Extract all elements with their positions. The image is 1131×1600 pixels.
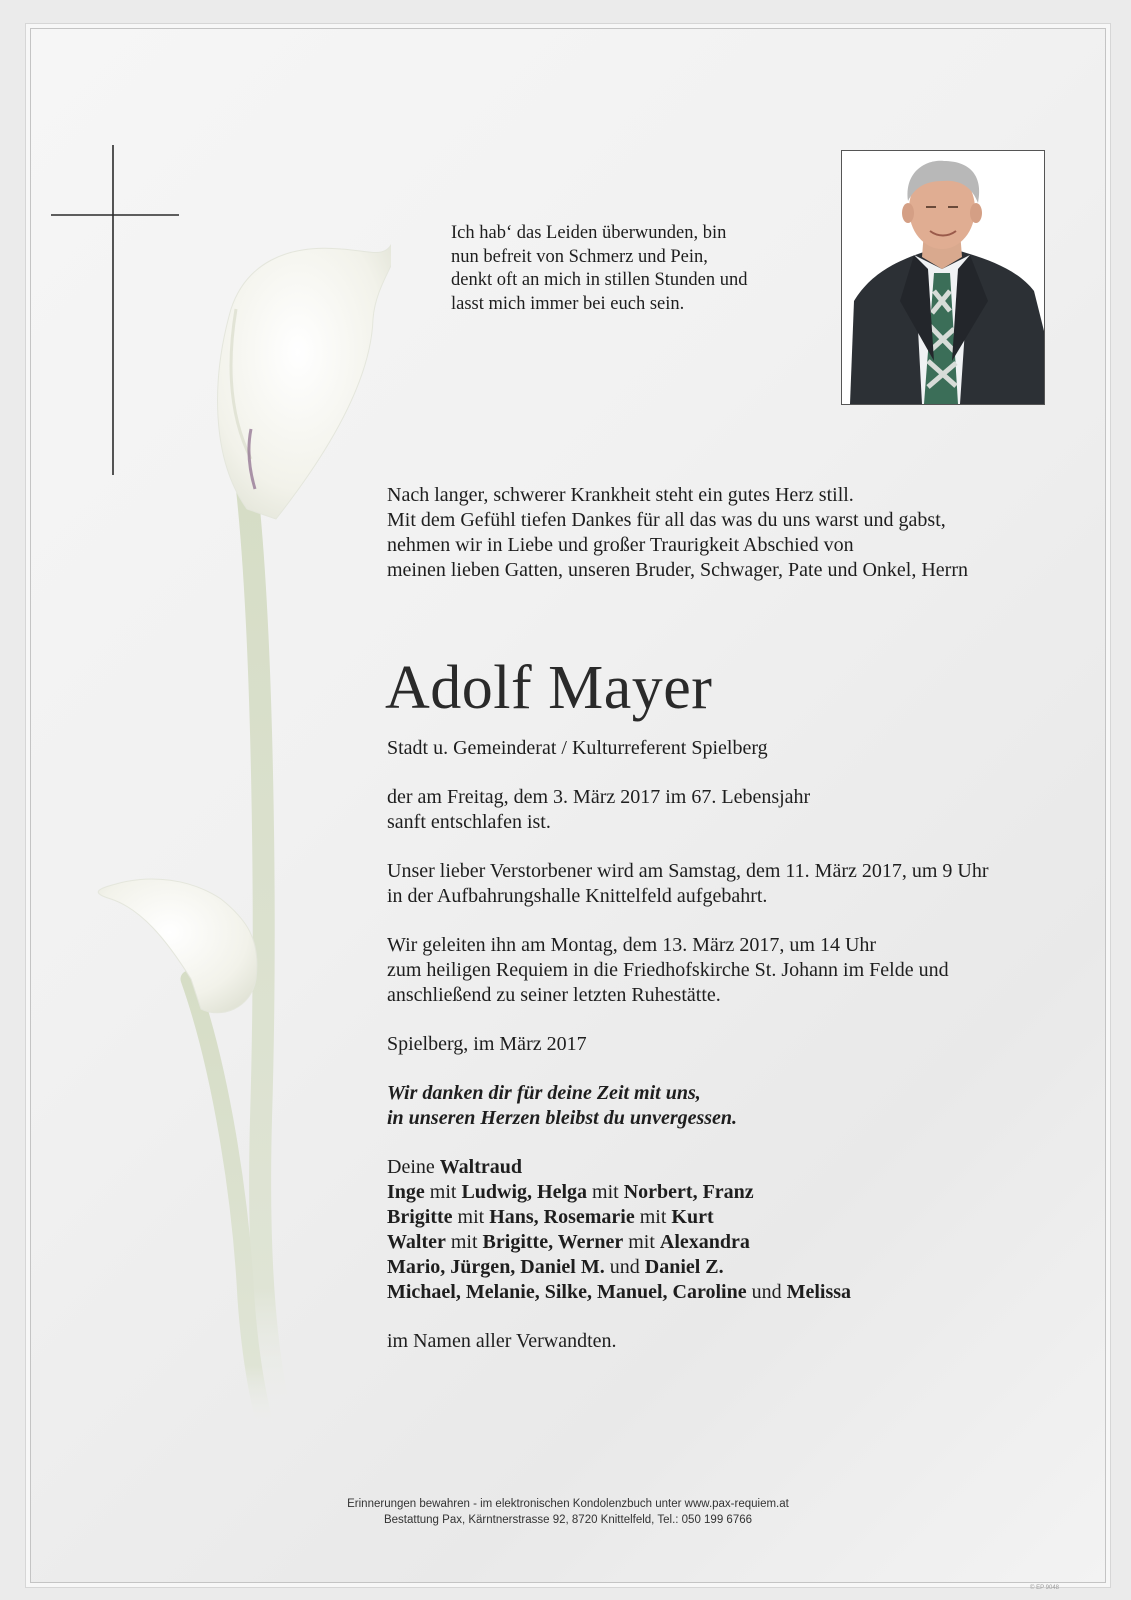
mourner-line	[387, 1230, 1087, 1255]
intro-line: nehmen wir in Liebe und großer Traurigkeit Abschied von	[387, 534, 854, 556]
poem-line: Ich hab‘ das Leiden überwunden, bin	[451, 223, 727, 243]
death-notice	[387, 785, 1087, 835]
deceased-name: Adolf Mayer	[385, 654, 713, 722]
funeral-line: Wir geleiten ihn am Montag, dem 13. März 2017, um 14 Uhr	[387, 934, 877, 956]
mourner-name: Brigitte, Werner	[482, 1231, 624, 1253]
mourner-line	[387, 1180, 1087, 1205]
poem-line: lasst mich immer bei euch sein.	[451, 293, 685, 314]
obituary-card	[30, 28, 1106, 1583]
print-code: © EP 9048	[1030, 1585, 1059, 1591]
mourner-connector: und	[746, 1281, 787, 1303]
mourner-line	[387, 1205, 1087, 1230]
mourner-connector: mit	[424, 1181, 462, 1203]
mourner-name: Inge	[387, 1181, 425, 1203]
intro-line: Nach langer, schwerer Krankheit steht ein gutes Herz still.	[387, 484, 854, 506]
mourner-name: Walter	[387, 1231, 446, 1253]
mourner-name: Alexandra	[659, 1231, 750, 1253]
mourner-name: Ludwig, Helga	[461, 1181, 588, 1203]
mourner-line	[387, 1155, 1087, 1180]
mourner-name: Melissa	[786, 1281, 852, 1303]
mourner-line	[387, 1280, 1087, 1305]
laying-out-line: in der Aufbahrungshalle Knittelfeld aufgebahrt.	[387, 885, 768, 907]
funeral-line: zum heiligen Requiem in die Friedhofskirche St. Johann im Felde und	[387, 959, 949, 981]
poem-line: nun befreit von Schmerz und Pein,	[451, 246, 708, 267]
intro-line: Mit dem Gefühl tiefen Dankes für all das was du uns warst und gabst,	[387, 509, 946, 531]
footer-condolence-line: Erinnerungen bewahren - im elektronischen Kondolenzbuch unter www.pax-requiem.at	[347, 1498, 789, 1510]
death-notice-line: sanft entschlafen ist.	[387, 811, 551, 833]
memorial-poem	[451, 222, 831, 316]
laying-out-notice	[387, 859, 1087, 909]
mourner-name: Daniel Z.	[644, 1256, 724, 1278]
mourner-name: Waltraud	[439, 1156, 523, 1178]
funeral-line: anschließend zu seiner letzten Ruhestätte.	[387, 984, 721, 1006]
mourner-connector: mit	[623, 1231, 660, 1253]
funeral-notice	[387, 933, 1087, 1008]
funeral-home-footer	[31, 1496, 1105, 1528]
footer-address-line: Bestattung Pax, Kärntnerstrasse 92, 8720 Knittelfeld, Tel.: 050 199 6766	[383, 1514, 753, 1526]
motto-line: Wir danken dir für deine Zeit mit uns,	[387, 1082, 701, 1104]
poem-line: denkt oft an mich in stillen Stunden und	[451, 270, 748, 290]
mourner-connector: Deine	[387, 1156, 440, 1178]
mourner-line	[387, 1255, 1087, 1280]
calla-lily-illustration	[71, 219, 391, 1439]
mourner-connector: mit	[452, 1206, 490, 1228]
death-notice-line: der am Freitag, dem 3. März 2017 im 67. Lebensjahr	[387, 786, 811, 808]
intro-line: meinen lieben Gatten, unseren Bruder, Schwager, Pate und Onkel, Herrn	[387, 559, 968, 581]
mourner-connector: mit	[587, 1181, 624, 1203]
place-and-date: Spielberg, im März 2017	[387, 1033, 587, 1055]
closing-line: im Namen aller Verwandten.	[387, 1330, 617, 1352]
mourner-name: Norbert, Franz	[623, 1181, 754, 1203]
mourner-name: Brigitte	[387, 1206, 453, 1228]
mourner-name: Kurt	[671, 1206, 714, 1228]
mourner-connector: mit	[634, 1206, 672, 1228]
mourners-list	[387, 1155, 1087, 1305]
portrait-photo	[841, 150, 1045, 405]
motto-line: in unseren Herzen bleibst du unvergessen.	[387, 1107, 738, 1129]
memorial-motto	[387, 1081, 1087, 1131]
mourner-name: Michael, Melanie, Silke, Manuel, Caroline	[387, 1281, 747, 1303]
mourner-connector: mit	[445, 1231, 483, 1253]
deceased-role: Stadt u. Gemeinderat / Kulturreferent Spielberg	[387, 737, 768, 759]
mourner-name: Mario, Jürgen, Daniel M.	[387, 1256, 605, 1278]
mourner-connector: und	[604, 1256, 645, 1278]
laying-out-line: Unser lieber Verstorbener wird am Samstag, dem 11. März 2017, um 9 Uhr	[387, 860, 989, 882]
intro-text	[387, 483, 1087, 583]
mourner-name: Hans, Rosemarie	[489, 1206, 635, 1228]
